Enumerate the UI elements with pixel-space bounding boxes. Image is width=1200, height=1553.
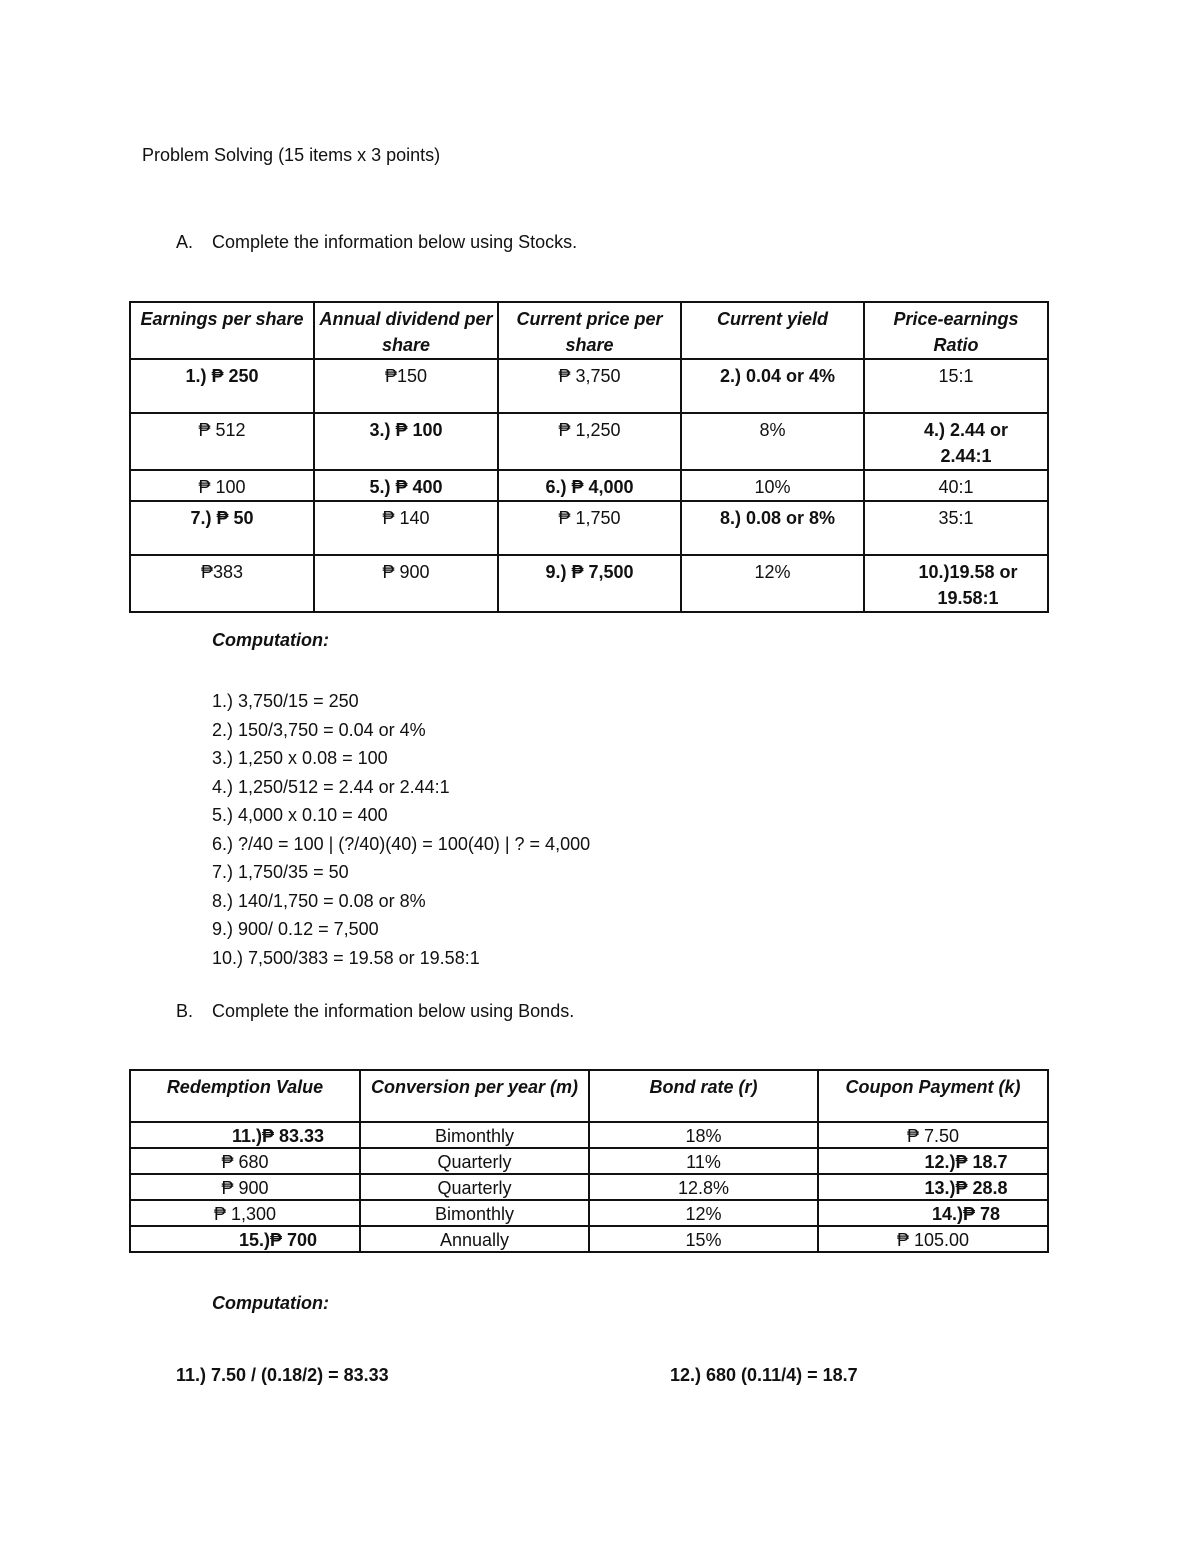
table-header-row (130, 1070, 1048, 1122)
stocks-table (129, 301, 1049, 613)
table-row (130, 470, 1048, 501)
computation-item: 8.) 140/1,750 = 0.08 or 8% (212, 890, 426, 911)
computation-heading-a: Computation: (212, 630, 329, 650)
computation-heading-b: Computation: (212, 1293, 329, 1313)
table-cell: 3.) ₱ 100 (314, 413, 498, 470)
table-cell: 35:1 (864, 501, 1048, 555)
table-cell: 10.)19.58 or 19.58:1 (864, 555, 1048, 612)
table-row (130, 555, 1048, 612)
table-row (130, 1200, 1048, 1226)
table-cell: 15:1 (864, 359, 1048, 413)
table-cell: ₱ 3,750 (498, 359, 681, 413)
bonds-table (129, 1069, 1049, 1253)
header-conversion: Conversion per year (m) (360, 1070, 589, 1122)
table-cell: Bimonthly (360, 1122, 589, 1148)
table-cell: 13.)₱ 28.8 (818, 1174, 1048, 1200)
computation-list-a (212, 687, 590, 972)
section-b-text: Complete the information below using Bonds. (212, 1001, 575, 1021)
computation-item-11: 11.) 7.50 / (0.18/2) = 83.33 (176, 1365, 389, 1385)
table-cell: 18% (589, 1122, 818, 1148)
table-cell: 15.)₱ 700 (130, 1226, 360, 1252)
computation-item: 6.) ?/40 = 100 | (?/40)(40) = 100(40) | ? = 4,000 (212, 833, 591, 854)
table-cell: ₱150 (314, 359, 498, 413)
computation-item: 3.) 1,250 x 0.08 = 100 (212, 748, 388, 768)
computation-item: 2.) 150/3,750 = 0.04 or 4% (212, 719, 426, 740)
table-cell: ₱ 512 (130, 413, 314, 470)
table-cell: 5.) ₱ 400 (314, 470, 498, 501)
computation-item: 10.) 7,500/383 = 19.58 or 19.58:1 (212, 947, 480, 968)
table-cell: Quarterly (360, 1174, 589, 1200)
table-cell: ₱ 1,250 (498, 413, 681, 470)
table-cell: ₱ 105.00 (818, 1226, 1048, 1252)
header-yield: Current yield (681, 302, 864, 359)
header-price: Current price per share (498, 302, 681, 359)
table-cell: 12.8% (589, 1174, 818, 1200)
table-header-row (130, 302, 1048, 359)
table-cell: 8% (681, 413, 864, 470)
table-cell: Quarterly (360, 1148, 589, 1174)
computation-item-12: 12.) 680 (0.11/4) = 18.7 (670, 1365, 858, 1385)
table-cell: 2.) 0.04 or 4% (681, 359, 864, 413)
computation-item: 4.) 1,250/512 = 2.44 or 2.44:1 (212, 776, 450, 797)
computation-item: 5.) 4,000 x 0.10 = 400 (212, 805, 388, 825)
table-cell: Annually (360, 1226, 589, 1252)
table-row (130, 501, 1048, 555)
table-cell: ₱ 1,300 (130, 1200, 360, 1226)
table-cell: 14.)₱ 78 (818, 1200, 1048, 1226)
table-cell: 7.) ₱ 50 (130, 501, 314, 555)
table-row (130, 1148, 1048, 1174)
computation-item: 7.) 1,750/35 = 50 (212, 862, 349, 882)
table-cell: ₱ 900 (130, 1174, 360, 1200)
table-cell: ₱ 140 (314, 501, 498, 555)
table-cell: 1.) ₱ 250 (130, 359, 314, 413)
table-row (130, 359, 1048, 413)
table-cell: ₱ 900 (314, 555, 498, 612)
table-cell: Bimonthly (360, 1200, 589, 1226)
table-cell: 12% (681, 555, 864, 612)
table-cell: 12% (589, 1200, 818, 1226)
table-cell: 12.)₱ 18.7 (818, 1148, 1048, 1174)
table-cell: ₱383 (130, 555, 314, 612)
header-pe-ratio: Price-earnings Ratio (864, 302, 1048, 359)
table-cell: 10% (681, 470, 864, 501)
table-row (130, 1226, 1048, 1252)
table-row (130, 1174, 1048, 1200)
table-cell: ₱ 100 (130, 470, 314, 501)
table-cell: 6.) ₱ 4,000 (498, 470, 681, 501)
header-dividend: Annual dividend per share (314, 302, 498, 359)
table-cell: 11% (589, 1148, 818, 1174)
section-a-text: Complete the information below using Stocks. (212, 232, 578, 252)
header-bond-rate: Bond rate (r) (589, 1070, 818, 1122)
table-cell: ₱ 680 (130, 1148, 360, 1174)
table-cell: ₱ 1,750 (498, 501, 681, 555)
section-a-label: A. (176, 232, 194, 252)
computation-item: 9.) 900/ 0.12 = 7,500 (212, 919, 379, 939)
header-redemption: Redemption Value (130, 1070, 360, 1122)
computation-item: 1.) 3,750/15 = 250 (212, 691, 359, 711)
table-row (130, 413, 1048, 470)
section-b-label: B. (176, 1001, 194, 1021)
header-coupon: Coupon Payment (k) (818, 1070, 1048, 1122)
table-cell: ₱ 7.50 (818, 1122, 1048, 1148)
table-cell: 4.) 2.44 or 2.44:1 (864, 413, 1048, 470)
table-cell: 15% (589, 1226, 818, 1252)
table-cell: 40:1 (864, 470, 1048, 501)
header-earnings: Earnings per share (130, 302, 314, 359)
table-row (130, 1122, 1048, 1148)
table-cell: 9.) ₱ 7,500 (498, 555, 681, 612)
page-title: Problem Solving (15 items x 3 points) (142, 145, 441, 165)
table-cell: 11.)₱ 83.33 (130, 1122, 360, 1148)
table-cell: 8.) 0.08 or 8% (681, 501, 864, 555)
